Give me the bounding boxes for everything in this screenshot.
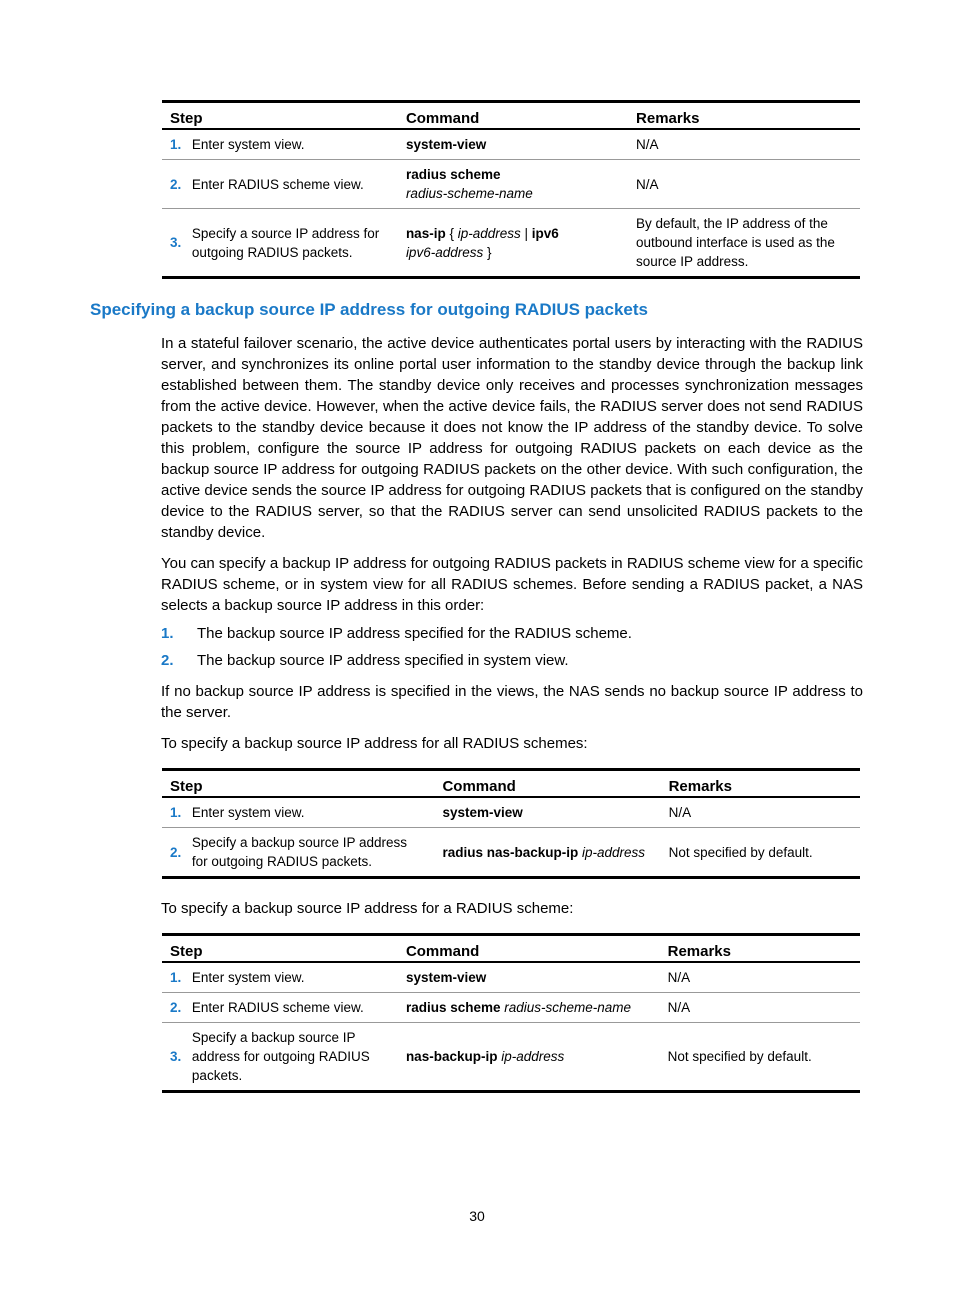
command-text: [434, 797, 660, 828]
backup-ip-scheme-table: [162, 933, 860, 1093]
col-header-step: Step: [162, 102, 398, 130]
source-ip-config-table: [162, 100, 860, 279]
list-item-number: 1.: [161, 625, 174, 642]
list-item: [161, 623, 632, 644]
command-keyword: system-view: [405, 970, 487, 985]
step-description: Specify a backup source IP address for outgoing RADIUS packets.: [192, 1023, 398, 1092]
command-text: [398, 1023, 660, 1092]
step-description: Enter system view.: [192, 962, 398, 993]
col-header-remarks: Remarks: [661, 770, 860, 798]
paragraph-one-scheme: To specify a backup source IP address for a RADIUS scheme:: [161, 900, 574, 917]
section-heading: Specifying a backup source IP address for outgoing RADIUS packets: [90, 300, 648, 319]
col-header-command: Command: [434, 770, 660, 798]
step-description: Enter system view.: [192, 129, 398, 160]
table-row: [162, 1023, 860, 1092]
remarks-text: N/A: [660, 962, 860, 993]
col-header-remarks: Remarks: [660, 935, 860, 963]
step-description: Enter system view.: [192, 797, 435, 828]
remarks-text: N/A: [661, 797, 860, 828]
table-row: [162, 209, 860, 278]
list-item-number: 2.: [161, 652, 174, 669]
step-number: 1.: [162, 129, 192, 160]
command-argument: ip-address: [501, 1049, 565, 1064]
command-keyword: nas-ip: [405, 225, 446, 241]
list-item: [161, 650, 569, 671]
command-keyword: ipv6: [531, 225, 559, 241]
remarks-text: By default, the IP address of the outbound interface is used as the source IP address.: [628, 209, 860, 278]
command-argument: radius-scheme-name: [504, 1000, 632, 1015]
command-keyword: radius nas-backup-ip: [442, 844, 579, 860]
backup-ip-all-schemes-table: [162, 768, 860, 879]
command-text: [434, 828, 660, 878]
command-keyword: nas-backup-ip: [405, 1049, 498, 1064]
page-number: 30: [469, 1208, 485, 1224]
step-description: Enter RADIUS scheme view.: [192, 993, 398, 1023]
step-number: 2.: [162, 160, 192, 209]
table-row: [162, 160, 860, 209]
step-number: 3.: [162, 1023, 192, 1092]
paragraph-all-schemes: To specify a backup source IP address for all RADIUS schemes:: [161, 735, 588, 752]
step-number: 1.: [162, 962, 192, 993]
table-row: [162, 129, 860, 160]
remarks-text: N/A: [660, 993, 860, 1023]
col-header-step: Step: [162, 770, 434, 798]
command-argument: radius-scheme-name: [405, 186, 533, 201]
paragraph-order: You can specify a backup IP address for outgoing RADIUS packets in RADIUS scheme view for a specific RADIUS scheme, or in system view for all RADIUS schemes. Before sending a RADIUS packet, a NAS selects a backup source IP address in this order:: [161, 555, 863, 614]
remarks-text: N/A: [628, 129, 860, 160]
command-text: [398, 160, 628, 209]
step-number: 2.: [162, 993, 192, 1023]
step-description: Specify a source IP address for outgoing RADIUS packets.: [192, 209, 398, 278]
col-header-remarks: Remarks: [628, 102, 860, 130]
command-text: [398, 962, 660, 993]
col-header-step: Step: [162, 935, 398, 963]
paragraph-no-backup: If no backup source IP address is specified in the views, the NAS sends no backup source IP address to the server.: [161, 683, 863, 721]
paragraph-intro: In a stateful failover scenario, the active device authenticates portal users by interacting with the RADIUS server, and synchronizes its online portal user information to the standby device through the backup link established between them. The standby device only receives and processes synchronization messages from the active device. However, when the active device fails, the RADIUS server does not send RADIUS packets to the standby device because it does not know the IP address of the standby device. To solve this problem, configure the source IP address for outgoing RADIUS packets on each device as the backup source IP address for outgoing RADIUS packets on the other device. With such configuration, the active device sends the source IP address for outgoing RADIUS packets that is configured on the standby device to the RADIUS server, so that the RADIUS server can send unsolicited RADIUS packets to the standby device.: [161, 335, 863, 541]
command-keyword: system-view: [405, 137, 487, 152]
command-text: [398, 993, 660, 1023]
col-header-command: Command: [398, 935, 660, 963]
step-description: Specify a backup source IP address for outgoing RADIUS packets.: [192, 828, 435, 878]
remarks-text: Not specified by default.: [661, 828, 860, 878]
step-number: 2.: [162, 828, 192, 878]
step-number: 1.: [162, 797, 192, 828]
table-row: [162, 828, 860, 878]
command-text: [398, 129, 628, 160]
command-argument: ip-address: [582, 844, 646, 860]
command-keyword: system-view: [442, 805, 523, 820]
step-number: 3.: [162, 209, 192, 278]
col-header-command: Command: [398, 102, 628, 130]
command-argument: ip-address: [457, 225, 521, 241]
remarks-text: Not specified by default.: [660, 1023, 860, 1092]
command-keyword: radius scheme: [405, 167, 501, 182]
command-argument: ipv6-address: [405, 244, 484, 260]
table-row: [162, 797, 860, 828]
list-item-text: The backup source IP address specified for the RADIUS scheme.: [197, 625, 632, 642]
remarks-text: N/A: [628, 160, 860, 209]
step-description: Enter RADIUS scheme view.: [192, 160, 398, 209]
list-item-text: The backup source IP address specified in system view.: [197, 652, 569, 669]
command-keyword: radius scheme: [405, 1000, 501, 1015]
command-text: nas-ip { ip-address | ipv6 ipv6-address }: [398, 209, 628, 278]
table-row: [162, 962, 860, 993]
table-row: [162, 993, 860, 1023]
